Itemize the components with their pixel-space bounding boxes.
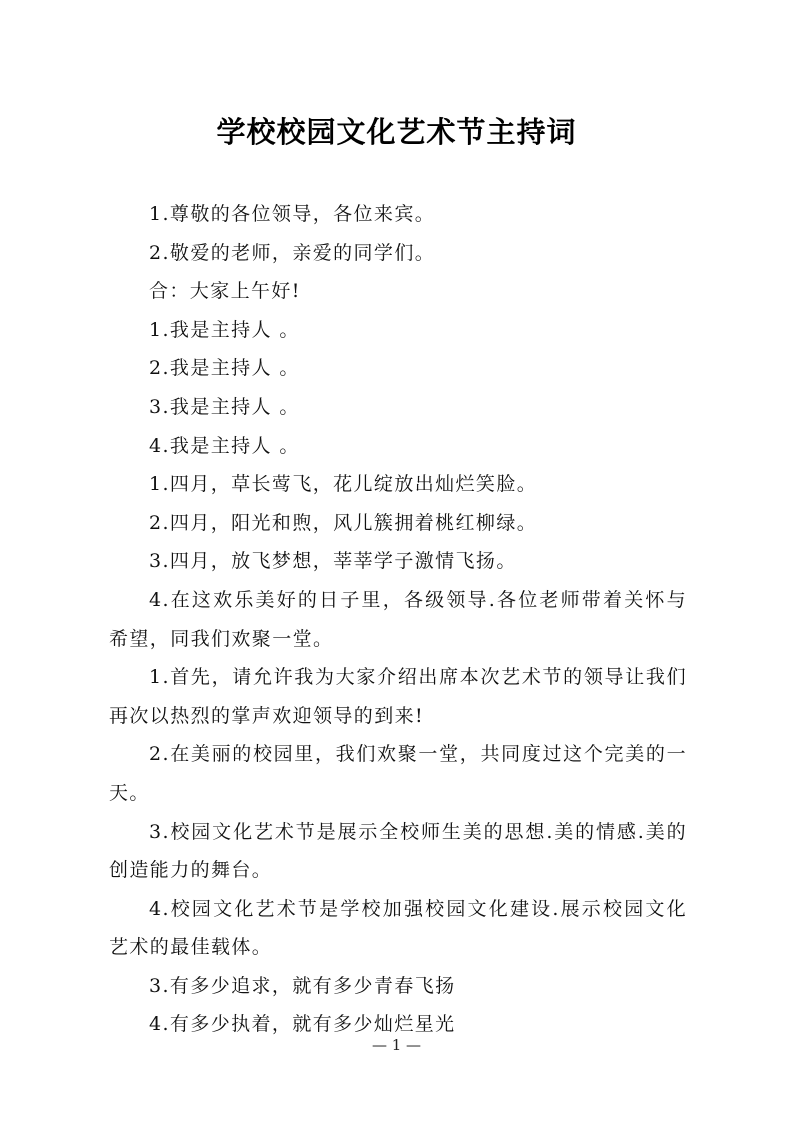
paragraph: 3.有多少追求，就有多少青春飞扬: [149, 974, 456, 997]
paragraph: 2.敬爱的老师，亲爱的同学们。: [149, 241, 436, 264]
paragraph: 3.我是主持人 。: [149, 395, 300, 418]
paragraph: 2.在美丽的校园里，我们欢聚一堂，共同度过这个完美的一天。: [109, 743, 687, 804]
paragraph: 1.我是主持人 。: [149, 318, 300, 341]
paragraph: 4.有多少执着，就有多少灿烂星光: [149, 1013, 456, 1036]
paragraph: 1.尊敬的各位领导，各位来宾。: [149, 203, 436, 225]
paragraph: 3.四月，放飞梦想，莘莘学子激情飞扬。: [149, 550, 517, 573]
paragraph: 4.校园文化艺术节是学校加强校园文化建设.展示校园文化艺术的最佳载体。: [109, 897, 687, 959]
paragraph: 4.在这欢乐美好的日子里，各级领导.各位老师带着关怀与希望，同我们欢聚一堂。: [109, 588, 687, 650]
paragraph: 2.我是主持人 。: [149, 357, 300, 380]
paragraph: 4.我是主持人 。: [149, 434, 300, 457]
paragraph: 1.四月，草长莺飞，花儿绽放出灿烂笑脸。: [149, 473, 538, 496]
paragraph: 2.四月，阳光和煦，风儿簇拥着桃红柳绿。: [149, 511, 538, 534]
paragraph: 3.校园文化艺术节是展示全校师生美的思想.美的情感.美的创造能力的舞台。: [109, 820, 687, 882]
paragraph: 1.首先，请允许我为大家介绍出席本次艺术节的领导让我们再次以热烈的掌声欢迎领导的到来!: [109, 666, 687, 727]
paragraph: 合：大家上午好!: [149, 280, 301, 303]
document-body: [109, 195, 687, 1044]
page-number: — 1 —: [371, 1036, 422, 1054]
document-title: 学校校园文化艺术节主持词: [216, 115, 577, 149]
